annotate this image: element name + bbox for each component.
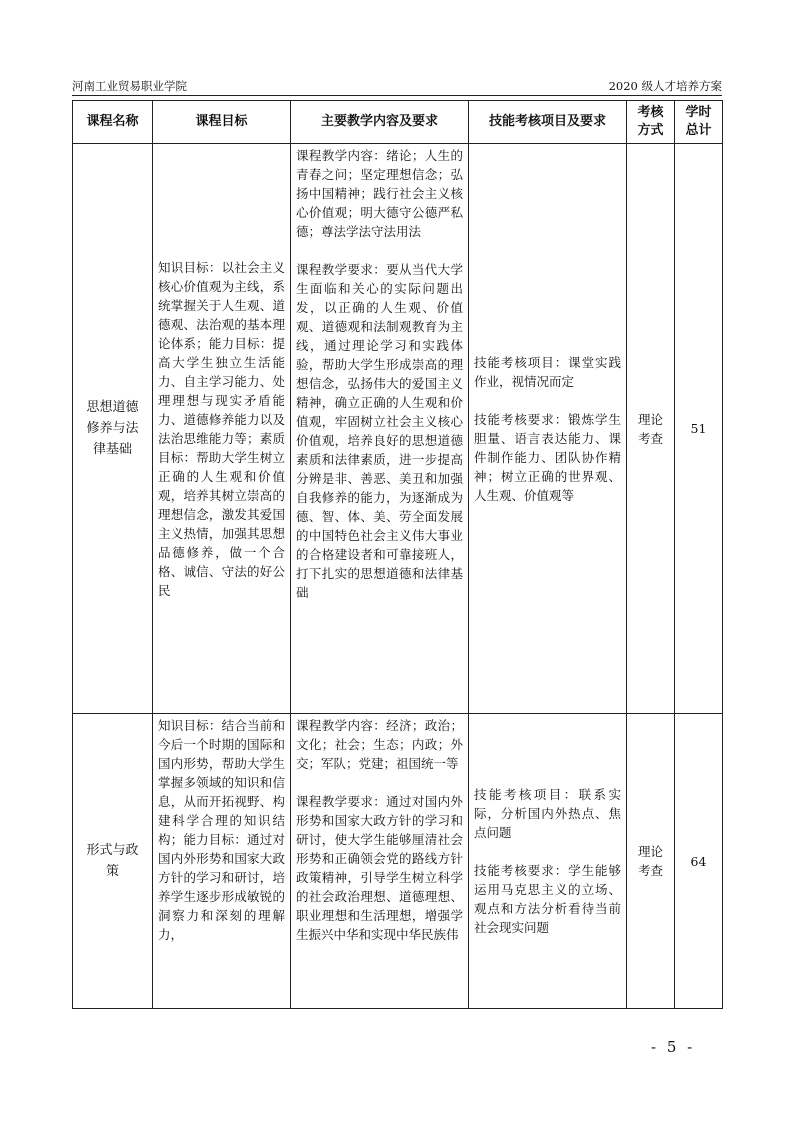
header-rule [72, 95, 722, 96]
table-row [73, 144, 723, 714]
course-content: 课程教学内容：绪论；人生的青春之问；坚定理想信念；弘扬中国精神；践行社会主义核心价值观；明大德守公德严私德；尊法学法守法用法 课程教学要求：要从当代大学生面临和关心的实际问题出发，以正确的人生观、价值观、道德观和法制观教育为主线，通过理论学习和实践体验，帮助大学生形成崇高的理想信念，弘扬伟大的爱国主义精神，确立正确的人生观和价值观，牢固树立社会主义核心价值观，培养良好的思想道德素质和法律素质，进一步提高分辨是非、善恶、美丑和加强自我修养的能力，为逐渐成为德、智、体、美、劳全面发展的中国特色社会主义伟大事业的合格建设者和可靠接班人，打下扎实的思想道德和法律基础 [291, 144, 469, 714]
page-header [72, 78, 722, 94]
course-goal: 知识目标：以社会主义核心价值观为主线，系统掌握关于人生观、道德观、法治观的基本理论体系；能力目标：提高大学生独立生活能力、自主学习能力、处理理想与现实矛盾能力、道德修养能力以及法治思维能力等；素质目标：帮助大学生树立正确的人生观和价值观，培养其树立崇高的理想信念，激发其爱国主义热情，加强其思想品德修养，做一个合格、诚信、守法的好公民 [153, 144, 291, 714]
skill-assessment: 技能考核项目：联系实际，分析国内外热点、焦点问题 技能考核要求：学生能够运用马克思主义的立场、观点和方法分析看待当前社会现实问题 [469, 714, 627, 1009]
course-name: 形式与政 策 [73, 714, 153, 1009]
page-number: - 5 - [651, 1038, 696, 1056]
col-header-skill: 技能考核项目及要求 [469, 101, 627, 144]
header-doc-title: 2020 级人才培养方案 [608, 79, 722, 93]
total-hours: 51 [675, 144, 723, 714]
header-school: 河南工业贸易职业学院 [72, 79, 187, 93]
skill-assessment: 技能考核项目：课堂实践作业，视情况而定 技能考核要求：锻炼学生胆量、语言表达能力、课件制作能力、团队协作精神；树立正确的世界观、人生观、价值观等 [469, 144, 627, 714]
col-header-name: 课程名称 [73, 101, 153, 144]
col-header-hours: 学时 总计 [675, 101, 723, 144]
table-row [73, 714, 723, 1009]
assessment-method: 理论 考查 [627, 144, 675, 714]
course-content: 课程教学内容：经济；政治；文化；社会；生态；内政；外交；军队；党建；祖国统一等 课程教学要求：通过对国内外形势和国家大政方针的学习和研讨，使大学生能够厘清社会形势和正确领会党的路线方针政策精神，引导学生树立科学的社会政治理想、道德理想、职业理想和生活理想，增强学生振兴中华和实现中华民族伟 [291, 714, 469, 1009]
course-goal: 知识目标：结合当前和今后一个时期的国际和国内形势，帮助大学生掌握多领域的知识和信息，从而开拓视野、构建科学合理的知识结构；能力目标：通过对国内外形势和国家大政方针的学习和研讨，培养学生逐步形成敏锐的洞察力和深刻的理解力， [153, 714, 291, 1009]
course-table [72, 100, 723, 1009]
table-header-row [73, 101, 723, 144]
total-hours: 64 [675, 714, 723, 1009]
assessment-method: 理论 考查 [627, 714, 675, 1009]
col-header-content: 主要教学内容及要求 [291, 101, 469, 144]
col-header-goal: 课程目标 [153, 101, 291, 144]
course-name: 思想道德 修养与法 律基础 [73, 144, 153, 714]
col-header-method: 考核 方式 [627, 101, 675, 144]
